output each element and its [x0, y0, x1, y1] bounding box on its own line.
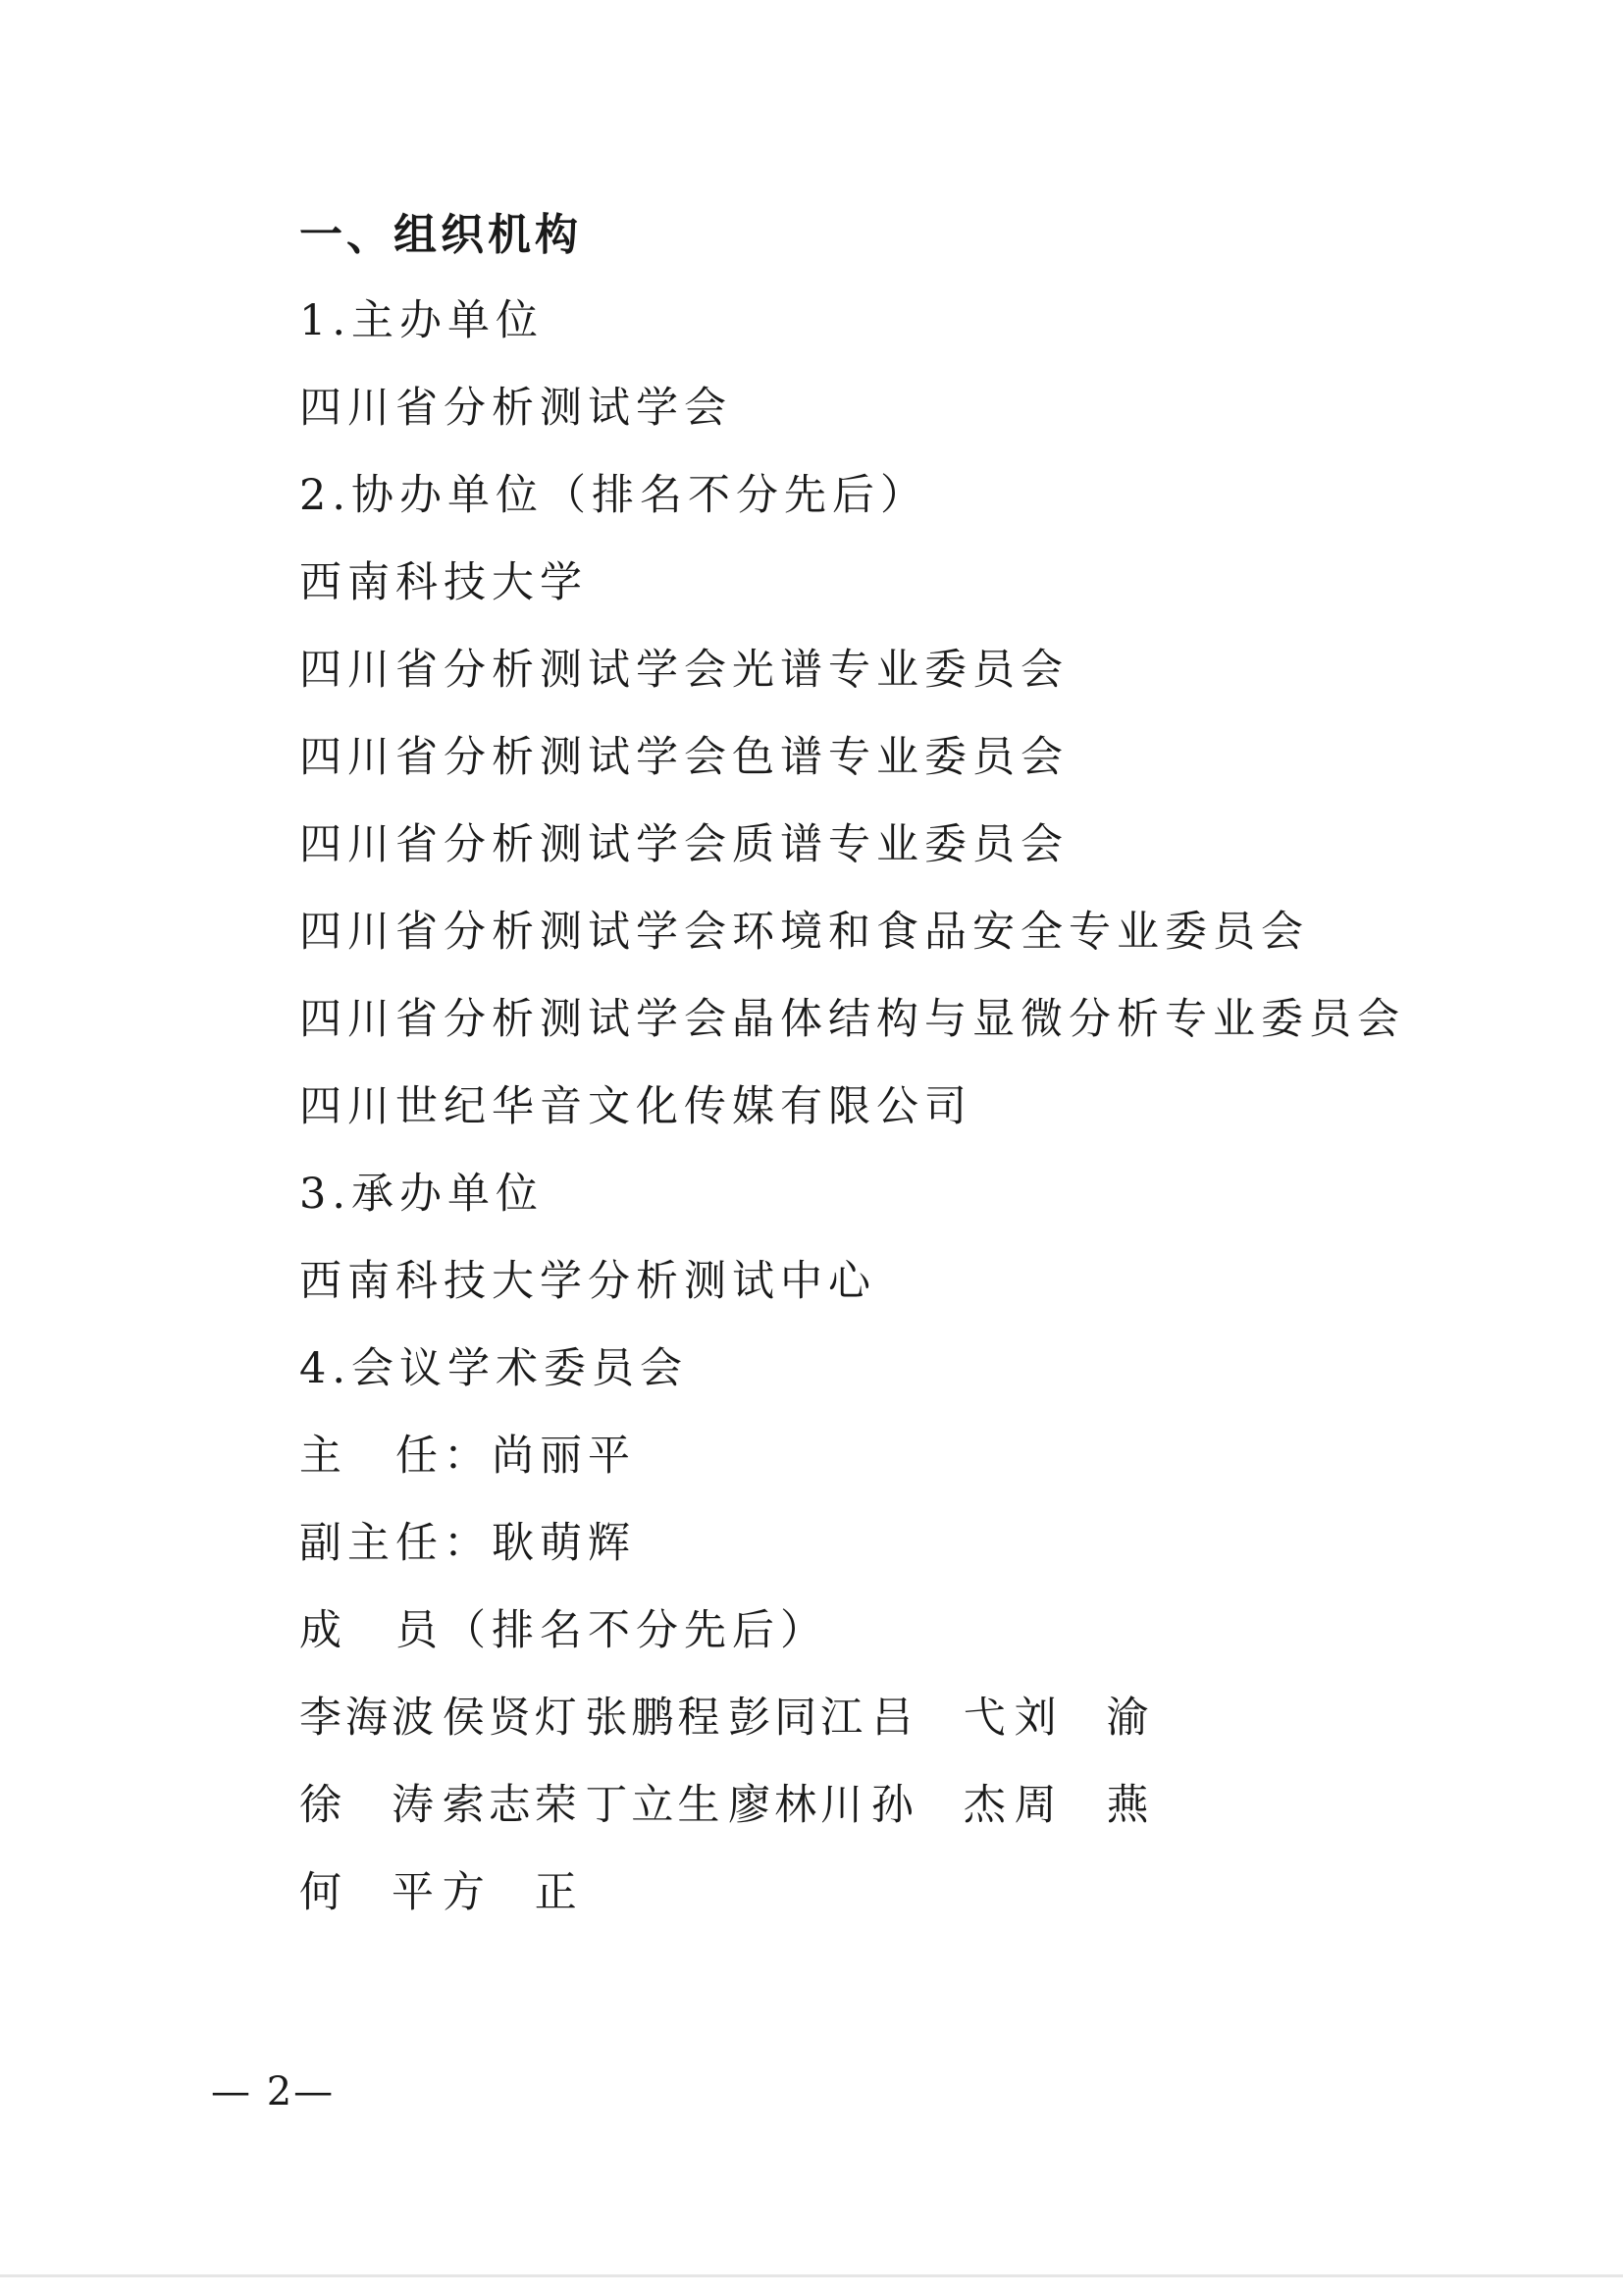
member-name: 丁立生 — [585, 1781, 724, 1830]
host-heading: 1.主办单位 — [299, 296, 545, 345]
member-name: 刘 渝 — [1014, 1694, 1153, 1743]
member-name: 何 平 — [299, 1868, 438, 1917]
co-organizer-unit: 四川省分析测试学会色谱专业委员会 — [299, 733, 1069, 782]
committee-members-row-3 — [299, 1868, 1300, 1917]
co-organizer-unit: 四川省分析测试学会环境和食品安全专业委员会 — [299, 908, 1309, 957]
co-organizer-unit: 西南科技大学 — [299, 558, 588, 607]
co-organizer-unit: 四川省分析测试学会晶体结构与显微分析专业委员会 — [299, 995, 1405, 1044]
scan-edge-divider — [0, 2274, 1623, 2277]
organizer-unit: 西南科技大学分析测试中心 — [299, 1257, 876, 1306]
committee-director: 主 任：尚丽平 — [299, 1432, 636, 1481]
member-name: 周 燕 — [1014, 1781, 1153, 1830]
co-organizer-unit: 四川世纪华音文化传媒有限公司 — [299, 1082, 972, 1131]
member-name: 方 正 — [442, 1868, 581, 1917]
member-name: 彭同江 — [728, 1694, 867, 1743]
member-name: 张鹏程 — [585, 1694, 724, 1743]
co-organizer-unit: 四川省分析测试学会光谱专业委员会 — [299, 646, 1069, 695]
member-name: 李海波 — [299, 1694, 438, 1743]
co-organizers-heading: 2.协办单位（排名不分先后） — [299, 471, 929, 520]
committee-deputy-director: 副主任：耿萌辉 — [299, 1519, 636, 1568]
committee-heading: 4.会议学术委员会 — [299, 1344, 689, 1393]
section-title: 一、组织机构 — [299, 210, 582, 260]
committee-members-row-1 — [299, 1694, 1300, 1743]
committee-members-label: 成 员（排名不分先后） — [299, 1606, 828, 1655]
member-name: 孙 杰 — [870, 1781, 1010, 1830]
member-name: 廖林川 — [728, 1781, 867, 1830]
organizer-heading: 3.承办单位 — [299, 1170, 545, 1219]
page-number: — 2— — [211, 2069, 336, 2114]
member-name: 吕 弋 — [870, 1694, 1010, 1743]
member-name: 侯贤灯 — [442, 1694, 581, 1743]
co-organizer-unit: 四川省分析测试学会质谱专业委员会 — [299, 820, 1069, 869]
committee-members-row-2 — [299, 1781, 1300, 1830]
member-name: 徐 涛 — [299, 1781, 438, 1830]
member-name: 索志荣 — [442, 1781, 581, 1830]
host-unit: 四川省分析测试学会 — [299, 384, 732, 433]
